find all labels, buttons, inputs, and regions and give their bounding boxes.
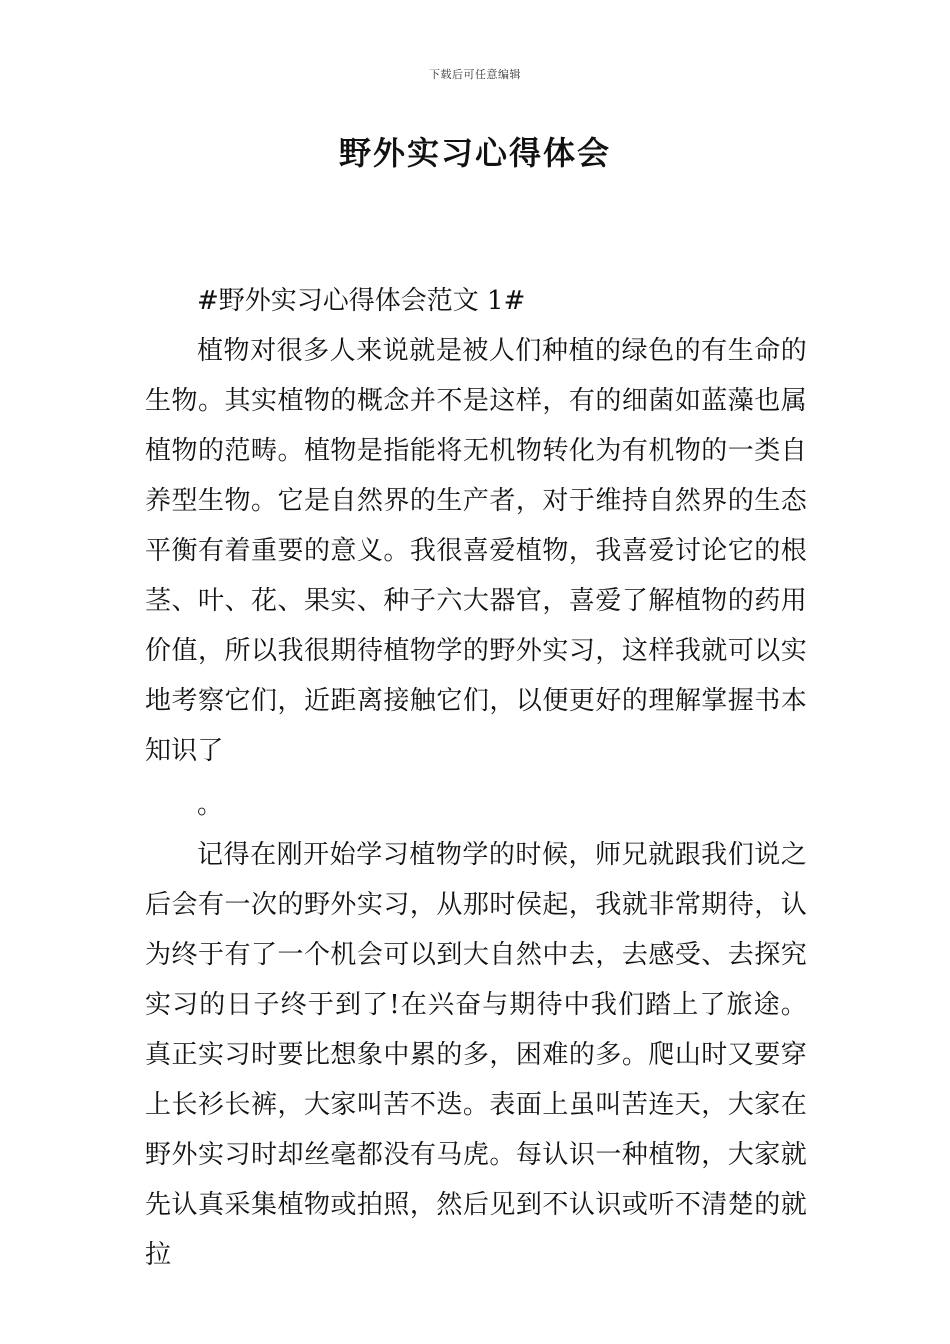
document-body xyxy=(145,276,807,1280)
section-heading: #野外实习心得体会范文 1# xyxy=(197,286,526,316)
document-title: 野外实习心得体会 xyxy=(338,134,611,172)
paragraph-1-tail: 。 xyxy=(197,790,224,820)
paragraph-2: 记得在刚开始学习植物学的时候，师兄就跟我们说之后会有一次的野外实习，从那时侯起，我就非常期待，认为终于有了一个机会可以到大自然中去，去感受、去探究实习的日子终于到了!在兴奋与期待中我们踏上了旅途。真正实习时要比想象中累的多，困难的多。爬山时又要穿上长衫长裤，大家叫苦不迭。表面上虽叫苦连天，大家在野外实习时却丝毫都没有马虎。每认识一种植物，大家就先认真采集植物或拍照，然后见到不认识或听不清楚的就拉 xyxy=(145,840,807,1270)
header-note: 下载后可任意编辑 xyxy=(429,68,521,81)
paragraph-1: 植物对很多人来说就是被人们种植的绿色的有生命的生物。其实植物的概念并不是这样，有的细菌如蓝藻也属植物的范畴。植物是指能将无机物转化为有机物的一类自养型生物。它是自然界的生产者，对于维持自然界的生态平衡有着重要的意义。我很喜爱植物，我喜爱讨论它的根茎、叶、花、果实、种子六大器官，喜爱了解植物的药用价值，所以我很期待植物学的野外实习，这样我就可以实地考察它们，近距离接触它们，以便更好的理解掌握书本知识了 xyxy=(145,336,807,766)
